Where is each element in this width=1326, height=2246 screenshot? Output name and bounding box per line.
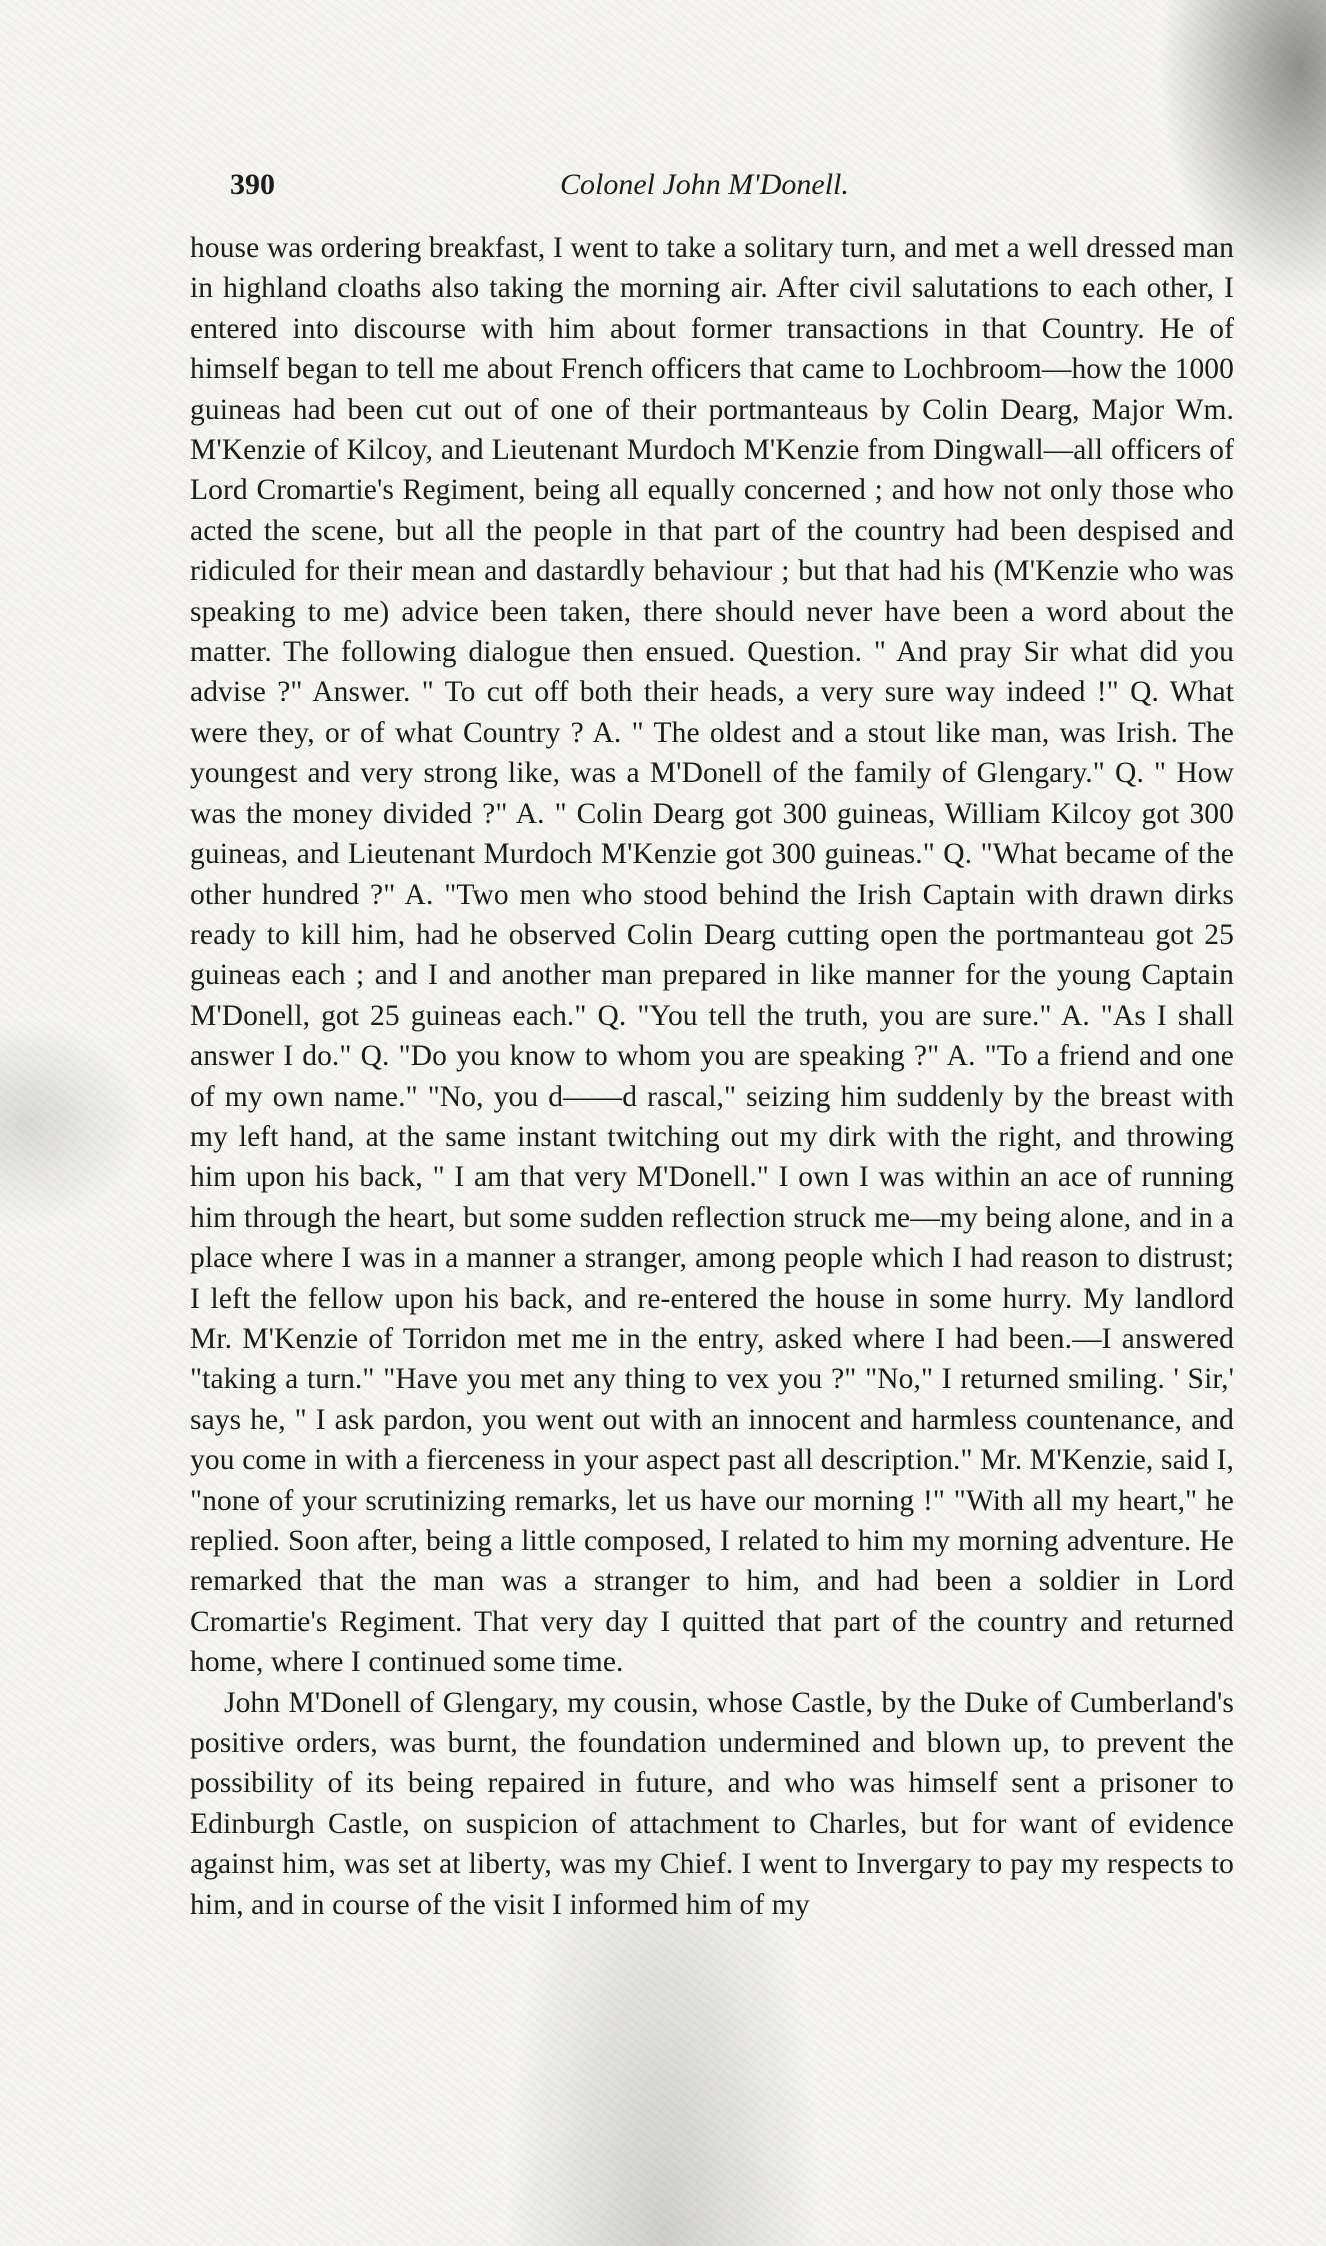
page-number: 390 [230, 168, 275, 201]
body-text [190, 228, 1234, 1925]
paragraph: John M'Donell of Glengary, my cousin, whose Castle, by the Duke of Cumberland's positive orders, was burnt, the foundation undermined and blown up, to prevent the possibility of its being repaired in future, and who was himself sent a prisoner to Edinburgh Castle, on suspicion of attachment to Charles, but for want of evidence against him, was set at liberty, was my Chief. I went to Invergary to pay my respects to him, and in course of the visit I informed him of my [190, 1686, 1234, 1921]
page-header [230, 160, 1050, 210]
paragraph: house was ordering breakfast, I went to take a solitary turn, and met a well dressed man in highland cloaths also taking the morning air. After civil salutations to each other, I entered into discourse with him about former transactions in that Country. He of himself began to tell me about French officers that came to Lochbroom—how the 1000 guineas had been cut out of one of their portmanteaus by Colin Dearg, Major Wm. M'Kenzie of Kilcoy, and Lieutenant Murdoch M'Kenzie from Dingwall—all officers of Lord Cromartie's Regiment, being all equally concerned ; and how not only those who acted the scene, but all the people in that part of the country had been despised and ridiculed for their mean and dastardly behaviour ; but that had his (M'Kenzie who was speaking to me) advice been taken, there should never have been a word about the matter. The following dialogue then ensued. Question. " And pray Sir what did you advise ?" Answer. " To cut off both their heads, a very sure way indeed !" Q. What were they, or of what Country ? A. " The oldest and a stout like man, was Irish. The youngest and very strong like, was a M'Donell of the family of Glengary." Q. " How was the money divided ?" A. " Colin Dearg got 300 guineas, William Kilcoy got 300 guineas, and Lieutenant Murdoch M'Kenzie got 300 guineas." Q. "What became of the other hundred ?" A. "Two men who stood behind the Irish Captain with drawn dirks ready to kill him, had he observed Colin Dearg cutting open the portmanteau got 25 guineas each ; and I and another man prepared in like manner for the young Captain M'Donell, got 25 guineas each." Q. "You tell the truth, you are sure." A. "As I shall answer I do." Q. "Do you know to whom you are speaking ?" A. "To a friend and one of my own name." "No, you d——d rascal," seizing him suddenly by the breast with my left hand, at the same instant twitching out my dirk with the right, and throwing him upon his back, " I am that very M'Donell." I own I was within an ace of running him through the heart, but some sudden reflection struck me—my being alone, and in a place where I was in a manner a stranger, among people which I had reason to distrust; I left the fellow upon his back, and re-entered the house in some hurry. My landlord Mr. M'Kenzie of Torridon met me in the entry, asked where I had been.—I answered "taking a turn." "Have you met any thing to vex you ?" "No," I returned smiling. ' Sir,' says he, " I ask pardon, you went out with an innocent and harmless countenance, and you come in with a fierceness in your aspect past all description." Mr. M'Kenzie, said I, "none of your scrutinizing remarks, let us have our morning !" "With all my heart," he replied. Soon after, being a little composed, I related to him my morning adventure. He remarked that the man was a stranger to him, and had been a soldier in Lord Cromartie's Regiment. That very day I quitted that part of the country and returned home, where I continued some time. [190, 232, 1234, 1679]
running-title: Colonel John M'Donell. [560, 168, 849, 201]
